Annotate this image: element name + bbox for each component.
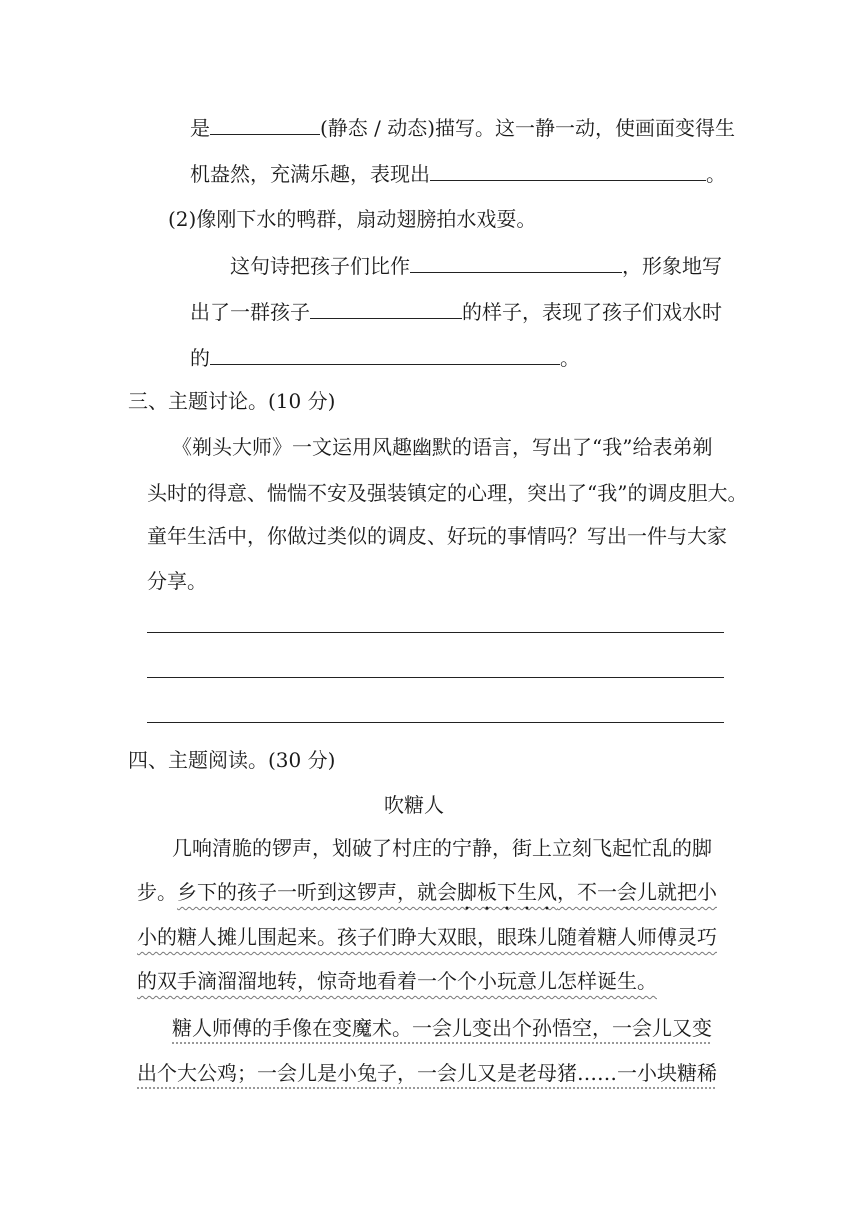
- text: 机盎然，充满乐趣，表现出: [190, 162, 430, 186]
- answer-line-3[interactable]: [147, 722, 724, 723]
- passage-line: [137, 877, 717, 915]
- fill-line-6: [190, 342, 580, 373]
- question-text: (2)像刚下水的鸭群，扇动翅膀拍水戏耍。: [168, 207, 537, 231]
- section-3-heading: 三、主题讨论。(10 分): [128, 389, 336, 413]
- text: 的样子，表现了孩子们戏水时: [462, 300, 722, 324]
- answer-blank-4[interactable]: [310, 296, 462, 319]
- text: 出了一群孩子: [190, 300, 310, 324]
- answer-line-2[interactable]: [147, 677, 724, 678]
- text: 的: [190, 346, 210, 370]
- passage-line: 几响清脆的锣声，划破了村庄的宁静，街上立刻飞起忙乱的脚: [172, 836, 712, 860]
- answer-blank-3[interactable]: [410, 250, 622, 273]
- passage-title: 吹糖人: [384, 793, 444, 817]
- fill-line-5: [190, 296, 722, 327]
- section-3-line: 《剃头大师》一文运用风趣幽默的语言，写出了“我”给表弟剃: [172, 435, 713, 459]
- section-4-heading: 四、主题阅读。(30 分): [128, 748, 336, 772]
- section-3-line: 分享。: [147, 569, 207, 593]
- text: 是: [190, 116, 210, 140]
- dotted-emphasis-text: 脚板下生风: [457, 880, 557, 904]
- text: ，形象地写: [622, 254, 722, 278]
- text: (静态 / 动态)描写。这一静一动，使画面变得生: [320, 116, 736, 140]
- passage-line: 出个大公鸡；一会儿是小兔子，一会儿又是老母猪……一小块糖稀: [137, 1061, 717, 1085]
- fill-line-1: [190, 112, 735, 143]
- text: 。: [706, 162, 726, 186]
- answer-blank-5[interactable]: [210, 342, 560, 365]
- text: ，不一会儿就把小: [557, 880, 717, 904]
- text: 。: [560, 346, 580, 370]
- section-3-line: 头时的得意、惴惴不安及强装镇定的心理，突出了“我”的调皮胆大。: [147, 481, 748, 505]
- passage-line: 糖人师傅的手像在变魔术。一会儿变出个孙悟空，一会儿又变: [172, 1016, 712, 1040]
- section-3-line: 童年生活中，你做过类似的调皮、好玩的事情吗？写出一件与大家: [147, 524, 727, 548]
- passage-line: 的双手滴溜溜地转，惊奇地看着一个个小玩意儿怎样诞生。: [137, 969, 657, 993]
- text: 这句诗把孩子们比作: [230, 254, 410, 278]
- text: 乡下的孩子一听到这锣声，就会: [177, 880, 457, 904]
- passage-line: 小的糖人摊儿围起来。孩子们睁大双眼，眼珠儿随着糖人师傅灵巧: [137, 925, 717, 949]
- answer-line-1[interactable]: [147, 632, 724, 633]
- text: 步。: [137, 880, 177, 904]
- fill-line-4: [230, 250, 722, 281]
- wavy-underlined-text: [177, 880, 717, 904]
- answer-blank-1[interactable]: [210, 112, 320, 135]
- question-2-label: [168, 204, 536, 234]
- fill-line-2: [190, 158, 726, 189]
- answer-blank-2[interactable]: [430, 158, 706, 181]
